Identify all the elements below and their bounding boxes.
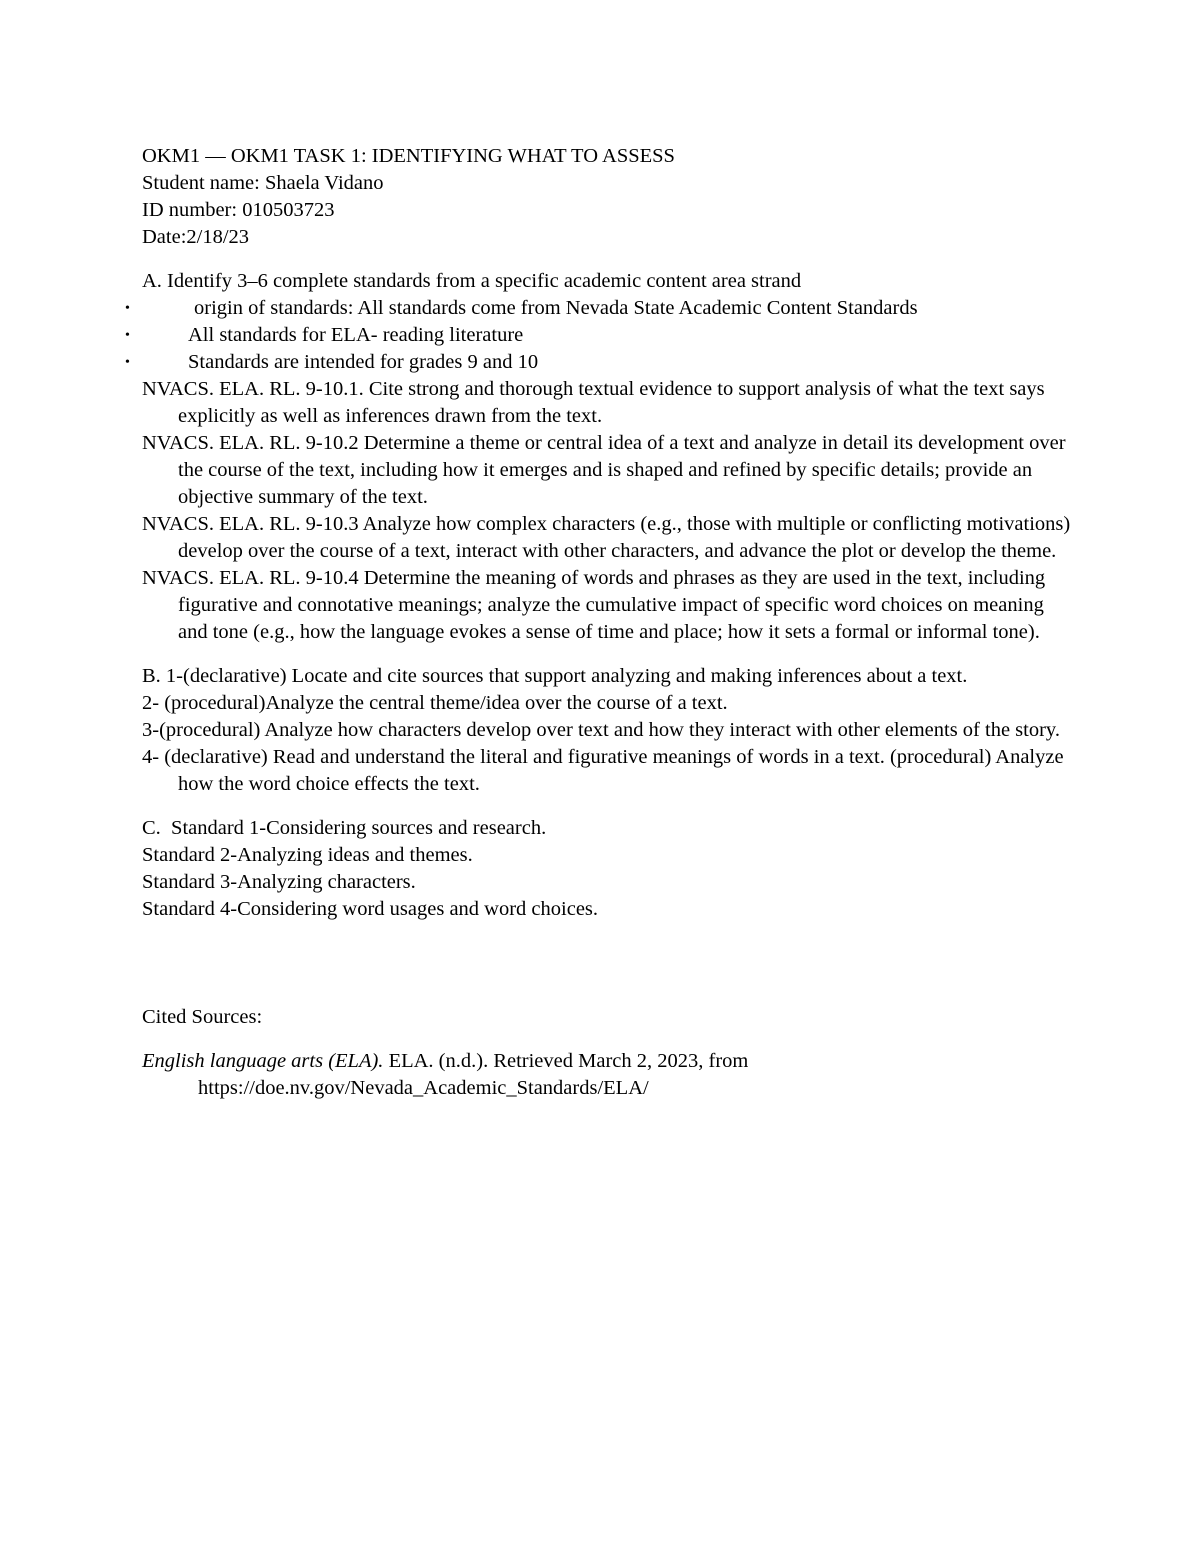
bullet-text: Standards are intended for grades 9 and 10: [188, 351, 539, 373]
citation-details: ELA. (n.d.). Retrieved March 2, 2023, from https://doe.nv.gov/Nevada_Academic_Standards/ELA/: [198, 1050, 749, 1099]
citation-entry: [142, 1048, 1072, 1102]
bullet-item: [125, 295, 1072, 322]
section-b-item: 4- (declarative) Read and understand the literal and figurative meanings of words in a text. (procedural) Analyze how the word choice effects the text.: [142, 746, 1064, 795]
section-c-item: Standard 2-Analyzing ideas and themes.: [142, 844, 473, 866]
bullet-item: [125, 349, 1072, 376]
section-c-item: Standard 3-Analyzing characters.: [142, 871, 416, 893]
section-a-bullets: [125, 295, 1072, 376]
bullet-text: All standards for ELA- reading literature: [188, 324, 524, 346]
bullet-icon: •: [125, 328, 130, 343]
spacer: [142, 251, 1072, 268]
section-b-item: 2- (procedural)Analyze the central theme/idea over the course of a text.: [142, 692, 728, 714]
cited-sources-heading: Cited Sources:: [142, 1006, 263, 1028]
standard-item: NVACS. ELA. RL. 9-10.3 Analyze how complex characters (e.g., those with multiple or conflicting motivations) develop over the course of a text, interact with other characters, and advance the plot or develop the theme.: [142, 513, 1071, 562]
id-number: ID number: 010503723: [142, 199, 335, 221]
standard-item: NVACS. ELA. RL. 9-10.4 Determine the meaning of words and phrases as they are used in the text, including figurative and connotative meanings; analyze the cumulative impact of specific word choices on meaning and tone (e.g., how the language evokes a sense of time and place; how it sets a formal or informal tone).: [142, 567, 1046, 643]
student-name: Student name: Shaela Vidano: [142, 172, 384, 194]
bullet-item: [125, 322, 1072, 349]
section-b-item: B. 1-(declarative) Locate and cite sources that support analyzing and making inferences about a text.: [142, 665, 968, 687]
citation-title: English language arts (ELA).: [142, 1050, 384, 1072]
bullet-text: origin of standards: All standards come from Nevada State Academic Content Standards: [194, 297, 918, 319]
section-c-item: C. Standard 1-Considering sources and research.: [142, 817, 547, 839]
date: Date:2/18/23: [142, 226, 250, 248]
spacer: [142, 1031, 1072, 1048]
bullet-icon: •: [125, 301, 130, 316]
spacer: [142, 798, 1072, 815]
bullet-icon: •: [125, 355, 130, 370]
document-body: [125, 143, 1072, 1102]
section-b-item: 3-(procedural) Analyze how characters develop over text and how they interact with other elements of the story.: [142, 719, 1060, 741]
standard-item: NVACS. ELA. RL. 9-10.1. Cite strong and thorough textual evidence to support analysis of what the text says explicitly as well as inferences drawn from the text.: [142, 378, 1045, 427]
spacer: [142, 646, 1072, 663]
section-c-item: Standard 4-Considering word usages and word choices.: [142, 898, 599, 920]
spacer: [142, 923, 1072, 1004]
course-title: OKM1 — OKM1 TASK 1: IDENTIFYING WHAT TO ASSESS: [142, 145, 675, 167]
section-a-heading: A. Identify 3–6 complete standards from a specific academic content area strand: [142, 270, 802, 292]
standard-item: NVACS. ELA. RL. 9-10.2 Determine a theme or central idea of a text and analyze in detail its development over the course of the text, including how it emerges and is shaped and refined by specific details; provide an objective summary of the text.: [142, 432, 1066, 508]
